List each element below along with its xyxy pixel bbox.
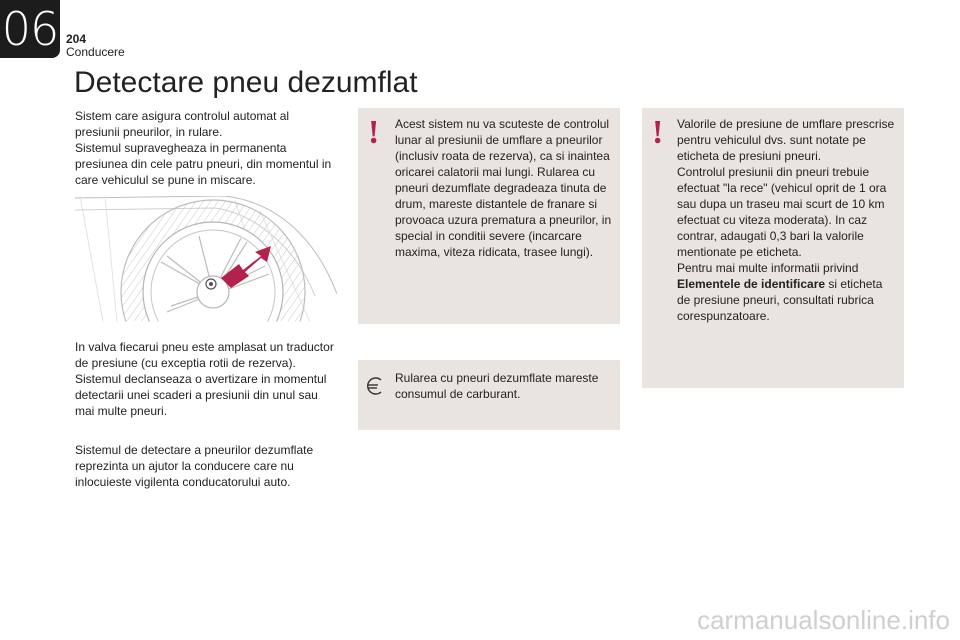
watermark: carmanualsonline.info: [697, 605, 950, 635]
section-name: Conducere: [66, 45, 125, 59]
reference-link-text: Elementele de identificare: [677, 277, 826, 291]
valve-paragraph-2: Sistemul declanseaza o avertizare in momentul detectarii unei scaderi a presiunii din unul sau mai multe pneuri.: [75, 372, 327, 418]
valve-text: [75, 339, 337, 419]
euro-icon: [366, 376, 386, 396]
assist-note-text: Sistemul de detectare a pneurilor dezumflate reprezinta un ajutor la conducere care nu inlocuieste vigilenta conducatorului auto.: [75, 443, 314, 489]
chapter-tab: 06: [1, 2, 59, 56]
reference-intro: Pentru mai multe informatii privind: [677, 261, 859, 275]
intro-paragraph-2: Sistemul supravegheaza in permanenta presiunea din cele patru pneuri, din momentul in care vehiculul se pune in miscare.: [75, 141, 332, 187]
warning-box-2-paragraph-2: Controlul presiunii din pneuri trebuie efectuat "la rece" (vehicul oprit de 1 ora sau dupa un traseu mai scurt de 10 km efectuat cu viteza moderata). In caz contrar, adaugati 0,3 bari la valorile mentionate pe eticheta.: [677, 165, 887, 259]
eco-box-paragraph: Rularea cu pneuri dezumflate mareste consumul de carburant.: [395, 371, 599, 401]
warning-box-2-text: [677, 116, 899, 324]
warning-box-1-paragraph: Acest sistem nu va scuteste de controlul lunar al presiunii de umflare a pneurilor (inclusiv roata de rezerva), ca si inaintea oricarei calatorii mai lungi. Rularea cu pneuri dezumflate degradeaza tinuta de drum, mareste distantele de franare si provoaca uzura prematura a pneurilor, in special in conditii severe (incarcare maxima, viteza ridicata, trasee lungi).: [395, 117, 612, 259]
warning-box-2-paragraph-1: Valorile de presiune de umflare prescrise pentru vehiculul dvs. sunt notate pe eticheta de presiuni pneuri.: [677, 117, 895, 163]
page-number: 204: [66, 32, 87, 46]
assist-note: [75, 442, 337, 490]
reference-outro: si eticheta de presiune pneuri, consultati rubrica corespunzatoare.: [677, 277, 883, 323]
page-title: Detectare pneu dezumflat: [74, 66, 418, 99]
exclamation-icon: !: [368, 114, 380, 151]
tire-valve-illustration: [75, 196, 337, 322]
eco-box-text: [395, 370, 613, 402]
exclamation-icon: !: [652, 114, 664, 151]
intro-text: [75, 108, 337, 188]
warning-box-2-paragraph-3: [677, 260, 899, 324]
intro-paragraph-1: Sistem care asigura controlul automat al presiunii pneurilor, in rulare.: [75, 109, 290, 139]
warning-box-1-text: [395, 116, 613, 260]
valve-paragraph-1: In valva fiecarui pneu este amplasat un traductor de presiune (cu exceptia rotii de rezerva).: [75, 340, 334, 370]
